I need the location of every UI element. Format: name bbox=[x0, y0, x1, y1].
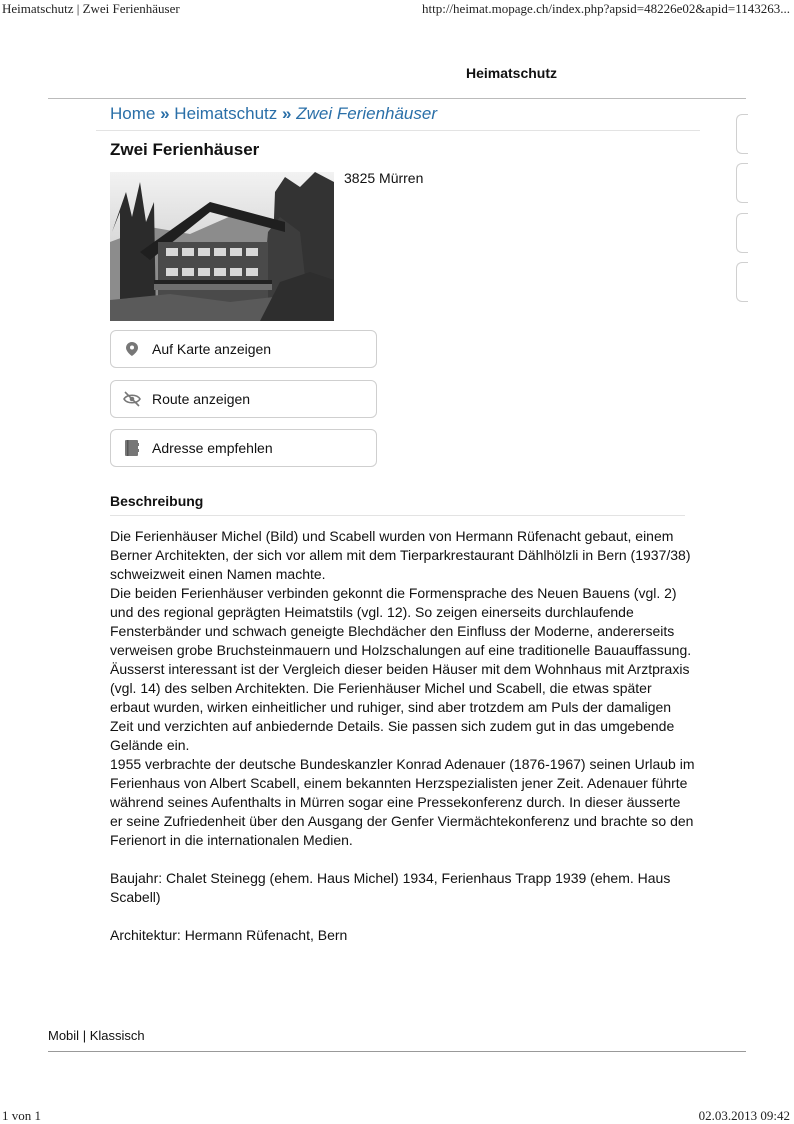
print-page-number: 1 von 1 bbox=[2, 1108, 41, 1123]
recommend-address-button[interactable] bbox=[110, 429, 377, 467]
description-paragraph: Die beiden Ferienhäuser verbinden gekonnt die Formensprache des Neuen Bauens (vgl. 2) und des regional geprägten Heimatstils (vgl. 12). So zeigen einerseits durchlaufende Fensterbänder und schwach geneigte Blechdächer den Einfluss der Moderne, andererseits verweisen grobe Bruchsteinmauern und Holzschalungen auf eine traditionelle Bauauffassung. bbox=[110, 585, 692, 658]
print-timestamp: 02.03.2013 09:42 bbox=[698, 1108, 790, 1123]
breadcrumb-divider bbox=[96, 130, 700, 131]
footer-divider: | bbox=[82, 1028, 87, 1043]
show-route-label: Route anzeigen bbox=[152, 391, 251, 407]
description-paragraph: 1955 verbrachte der deutsche Bundeskanzler Konrad Adenauer (1876-1967) seinen Urlaub im Ferienhaus von Albert Scabell, einem bekannten Herzspezialisten jener Zeit. Adenauer führte während seines Aufenthalts in Mürren sogar eine Pressekonferenz durch. In dieser äusserte er seine Zufriedenheit über den Ausgang der Genfer Viermächtekonferenz und brachte so den Ferienort in die internationalen Medien. bbox=[110, 756, 695, 848]
side-tab[interactable] bbox=[736, 213, 748, 253]
description-text bbox=[110, 527, 695, 945]
address: 3825 Mürren bbox=[344, 170, 424, 186]
print-header-title: Heimatschutz | Zwei Ferienhäuser bbox=[2, 1, 180, 16]
side-tab[interactable] bbox=[736, 163, 748, 203]
description-paragraph: Die Ferienhäuser Michel (Bild) und Scabell wurden von Hermann Rüfenacht gebaut, einem Berner Architekten, der sich vor allem mit dem Tierparkrestaurant Dählhölzli in Bern (1937/38) schweizweit einen Namen machte. bbox=[110, 528, 691, 582]
print-header-url: http://heimat.mopage.ch/index.php?apsid=48226e02&apid=1143263... bbox=[421, 1, 790, 16]
footer-rule bbox=[48, 1051, 746, 1052]
show-on-map-button[interactable] bbox=[110, 330, 377, 368]
description-divider bbox=[110, 515, 685, 516]
site-title: Heimatschutz bbox=[466, 65, 558, 81]
house-photo bbox=[110, 172, 334, 321]
route-icon bbox=[123, 390, 141, 408]
breadcrumb-section-link[interactable]: Heimatschutz bbox=[174, 104, 278, 123]
footer-links bbox=[48, 1028, 145, 1043]
show-on-map-label: Auf Karte anzeigen bbox=[152, 341, 272, 357]
description-heading: Beschreibung bbox=[110, 493, 204, 509]
side-tab[interactable] bbox=[736, 114, 748, 154]
breadcrumb bbox=[110, 104, 437, 124]
breadcrumb-home-link[interactable]: Home bbox=[110, 104, 156, 123]
breadcrumb-current: Zwei Ferienhäuser bbox=[296, 104, 437, 123]
recommend-address-label: Adresse empfehlen bbox=[152, 440, 273, 456]
construction-year: Baujahr: Chalet Steinegg (ehem. Haus Michel) 1934, Ferienhaus Trapp 1939 (ehem. Haus Scabell) bbox=[110, 870, 671, 905]
mobile-link[interactable]: Mobil bbox=[48, 1028, 80, 1043]
classic-link[interactable]: Klassisch bbox=[89, 1028, 145, 1043]
page-title: Zwei Ferienhäuser bbox=[110, 140, 260, 159]
description-paragraph: Äusserst interessant ist der Vergleich dieser beiden Häuser mit dem Wohnhaus mit Arztpraxis (vgl. 14) des selben Architekten. Die Ferienhäuser Michel und Scabell, die etwas später erbaut wurden, wirken einheitlicher und ruhiger, sind aber trotzdem am Puls der damaligen Zeit und verzichten auf anbiedernde Details. Sie passen sich zudem gut in das umgebende Gelände ein. bbox=[110, 661, 690, 753]
address-book-icon bbox=[123, 439, 141, 457]
side-tab[interactable] bbox=[736, 262, 748, 302]
map-pin-icon bbox=[123, 340, 141, 358]
architecture: Architektur: Hermann Rüfenacht, Bern bbox=[110, 927, 348, 943]
breadcrumb-separator: » bbox=[160, 104, 170, 123]
house-photo-image bbox=[110, 172, 334, 321]
breadcrumb-separator: » bbox=[282, 104, 292, 123]
show-route-button[interactable] bbox=[110, 380, 377, 418]
header-divider bbox=[48, 98, 746, 99]
